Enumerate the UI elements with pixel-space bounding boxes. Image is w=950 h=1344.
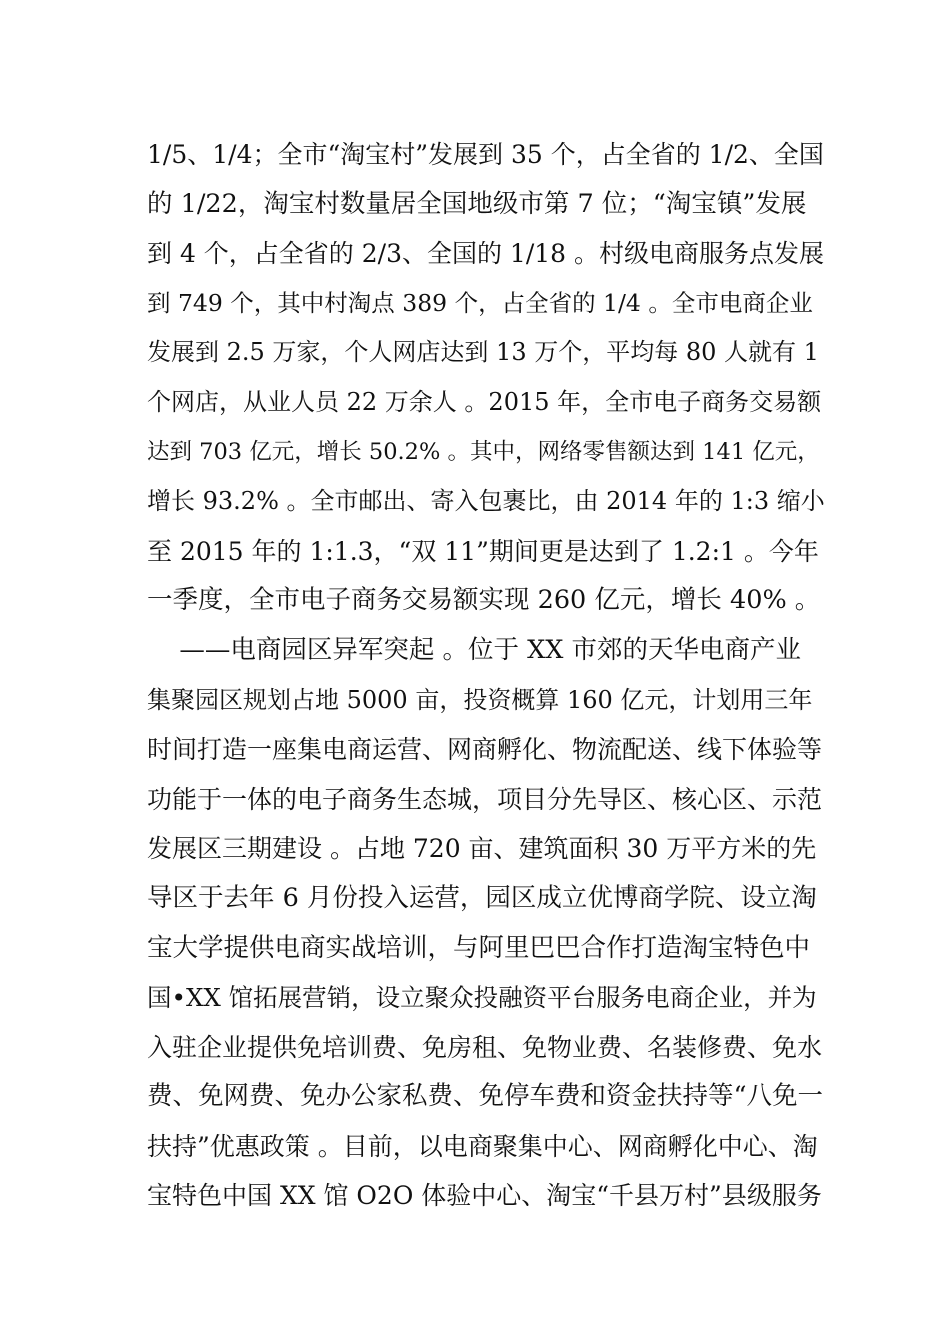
text-line: 到 749 个，其中村淘点 389 个，占全省的 1/4 。全市电商企业 bbox=[147, 288, 813, 317]
text-line: 功能于一体的电子商务生态城，项目分先导区、核心区、示范 bbox=[147, 784, 823, 814]
text-line: 入驻企业提供免培训费、免房租、免物业费、名装修费、免水 bbox=[147, 1032, 823, 1062]
text-line: 宝特色中国 XX 馆 O2O 体验中心、淘宝“千县万村”县级服务 bbox=[147, 1181, 822, 1211]
text-line: 达到 703 亿元，增长 50.2% 。其中，网络零售额达到 141 亿元， bbox=[147, 438, 820, 465]
text-line: 到 4 个，占全省的 2/3、全国的 1/18 。村级电商服务点发展 bbox=[147, 239, 825, 269]
text-line: 扶持”优惠政策 。目前，以电商聚集中心、网商孵化中心、淘 bbox=[147, 1131, 818, 1161]
text-line: 增长 93.2% 。全市邮出、寄入包裹比，由 2014 年的 1:3 缩小 bbox=[147, 487, 825, 516]
text-line: 个网店，从业人员 22 万余人 。2015 年，全市电子商务交易额 bbox=[147, 387, 822, 416]
body-text bbox=[147, 130, 825, 1221]
text-line: 1/5、1/4；全市“淘宝村”发展到 35 个，占全省的 1/2、全国 bbox=[147, 140, 824, 169]
text-line: ——电商园区异军突起 。位于 XX 市郊的天华电商产业 bbox=[147, 634, 802, 665]
text-line: 宝大学提供电商实战培训，与阿里巴巴合作打造淘宝特色中 bbox=[147, 932, 811, 963]
text-line: 国•XX 馆拓展营销，设立聚众投融资平台服务电商企业，并为 bbox=[147, 983, 817, 1013]
text-line: 时间打造一座集电商运营、网商孵化、物流配送、线下体验等 bbox=[147, 735, 823, 765]
text-line: 一季度，全市电子商务交易额实现 260 亿元，增长 40% 。 bbox=[147, 585, 821, 616]
text-line: 的 1/22，淘宝村数量居全国地级市第 7 位；“淘宝镇”发展 bbox=[147, 188, 807, 219]
text-line: 发展区三期建设 。占地 720 亩、建筑面积 30 万平方米的先 bbox=[147, 834, 817, 864]
text-line: 发展到 2.5 万家，个人网店达到 13 万个，平均每 80 人就有 1 bbox=[147, 338, 819, 367]
text-line: 至 2015 年的 1:1.3，“双 11”期间更是达到了 1.2:1 。今年 bbox=[147, 536, 819, 566]
text-line: 导区于去年 6 月份投入运营，园区成立优博商学院、设立淘 bbox=[147, 882, 817, 913]
text-line: 费、免网费、免办公家私费、免停车费和资金扶持等“八免一 bbox=[147, 1081, 824, 1112]
text-line: 集聚园区规划占地 5000 亩，投资概算 160 亿元，计划用三年 bbox=[147, 685, 813, 714]
